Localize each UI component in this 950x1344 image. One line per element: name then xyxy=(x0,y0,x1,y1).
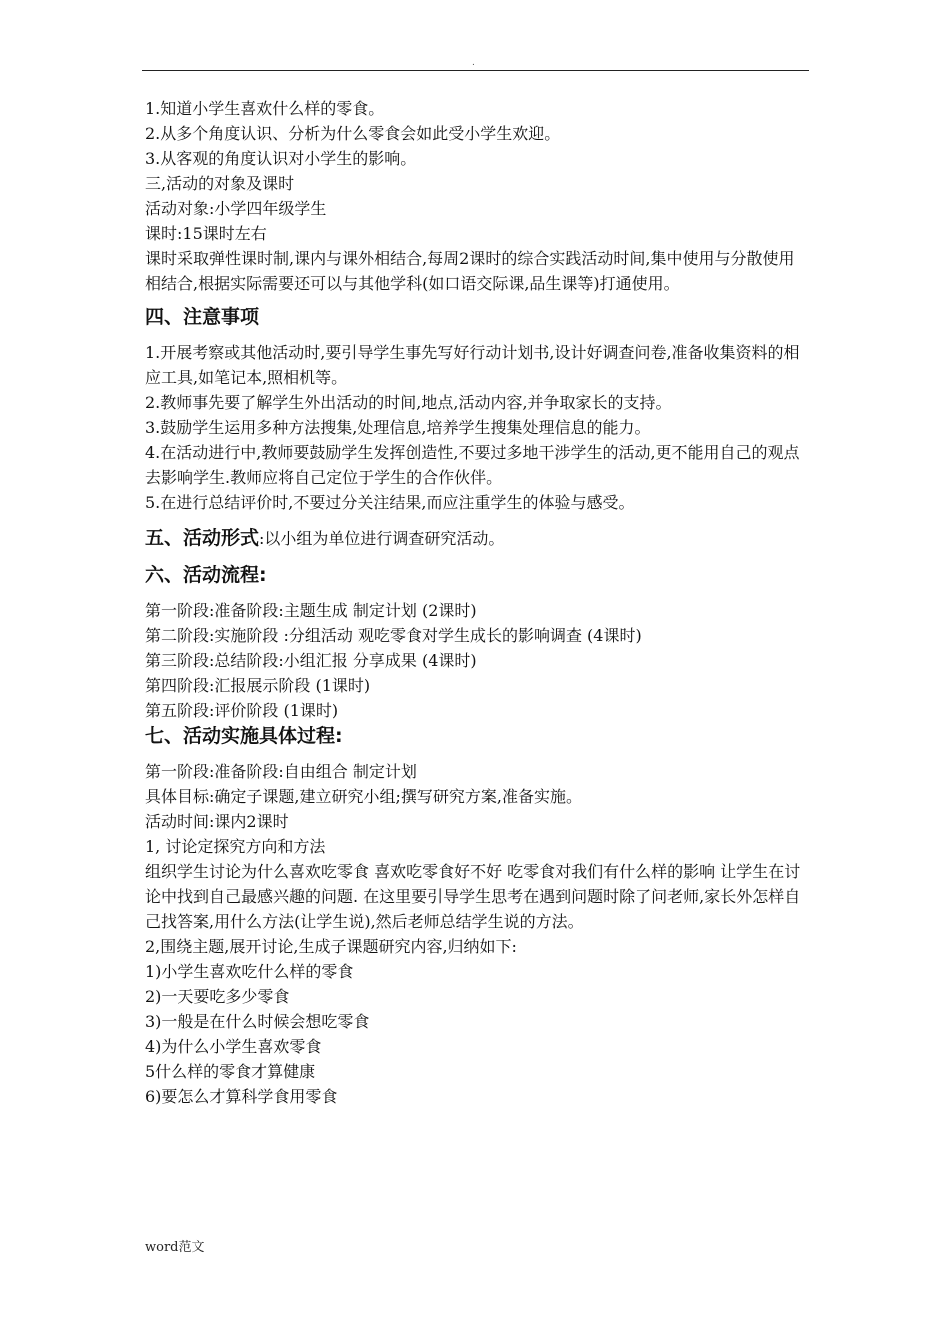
section6-heading: 六、活动流程: xyxy=(145,564,267,586)
notice-item: 1.开展考察或其他活动时,要引导学生事先写好行动计划书,设计好调查问卷,准备收集资料的相应工具,如笔记本,照相机等。 xyxy=(145,343,800,387)
class-hours-detail: 课时采取弹性课时制,课内与课外相结合,每周2课时的综合实践活动时间,集中使用与分散使用相结合,根据实际需要还可以与其他学科(如口语交际课,品生课等)打通使用。 xyxy=(145,249,795,293)
notice-item: 4.在活动进行中,教师要鼓励学生发挥创造性,不要过多地干涉学生的活动,更不能用自己的观点去影响学生.教师应将自己定位于学生的合作伙伴。 xyxy=(145,443,800,487)
footer-text: word范文 xyxy=(145,1240,205,1255)
process-paragraph: 组织学生讨论为什么喜欢吃零食 喜欢吃零食好不好 吃零食对我们有什么样的影响 让学生在讨论中找到自己最感兴趣的问题. 在这里要引导学生思考在遇到问题时除了问老师,家长外怎样自己找答案,用什么方法(让学生说),然后老师总结学生说的方法。 xyxy=(145,862,801,931)
process-line: 第一阶段:准备阶段:自由组合 制定计划 xyxy=(145,762,417,781)
stage-item: 第二阶段:实施阶段 :分组活动 观吃零食对学生成长的影响调查 (4课时) xyxy=(145,626,642,645)
process-line: 1, 讨论定探究方向和方法 xyxy=(145,837,326,856)
objective-line: 2.从多个角度认识、分析为什么零食会如此受小学生欢迎。 xyxy=(145,124,561,143)
subtopic-item: 1)小学生喜欢吃什么样的零食 xyxy=(145,962,354,981)
section4-heading: 四、注意事项 xyxy=(145,306,260,328)
stage-item: 第一阶段:准备阶段:主题生成 制定计划 (2课时) xyxy=(145,601,477,620)
section3-heading: 三,活动的对象及课时 xyxy=(145,174,295,193)
process-line: 2,围绕主题,展开讨论,生成子课题研究内容,归纳如下: xyxy=(145,937,517,956)
stage-item: 第三阶段:总结阶段:小组汇报 分享成果 (4课时) xyxy=(145,651,477,670)
process-line: 具体目标:确定子课题,建立研究小组;撰写研究方案,准备实施。 xyxy=(145,787,582,806)
activity-target: 活动对象:小学四年级学生 xyxy=(145,199,327,218)
section5-heading: 五、活动形式 xyxy=(145,527,260,549)
stage-item: 第五阶段:评价阶段 (1课时) xyxy=(145,701,339,720)
header-dot: . xyxy=(472,58,475,68)
subtopic-item: 4)为什么小学生喜欢零食 xyxy=(145,1037,322,1056)
document-body xyxy=(145,96,809,1109)
section5-text: :以小组为单位进行调查研究活动。 xyxy=(259,529,505,548)
section5-line xyxy=(145,525,809,552)
class-hours: 课时:15课时左右 xyxy=(145,224,267,243)
subtopic-item: 6)要怎么才算科学食用零食 xyxy=(145,1087,338,1106)
process-line: 活动时间:课内2课时 xyxy=(145,812,289,831)
notice-item: 3.鼓励学生运用多种方法搜集,处理信息,培养学生搜集处理信息的能力。 xyxy=(145,418,651,437)
notice-item: 2.教师事先要了解学生外出活动的时间,地点,活动内容,并争取家长的支持。 xyxy=(145,393,672,412)
subtopic-item: 3)一般是在什么时候会想吃零食 xyxy=(145,1012,370,1031)
header-rule xyxy=(142,70,809,71)
subtopic-item: 2)一天要吃多少零食 xyxy=(145,987,290,1006)
objective-line: 1.知道小学生喜欢什么样的零食。 xyxy=(145,99,385,118)
subtopic-item: 5什么样的零食才算健康 xyxy=(145,1062,316,1081)
stage-item: 第四阶段:汇报展示阶段 (1课时) xyxy=(145,676,371,695)
objective-line: 3.从客观的角度认识对小学生的影响。 xyxy=(145,149,417,168)
section7-heading: 七、活动实施具体过程: xyxy=(145,725,343,747)
notice-item: 5.在进行总结评价时,不要过分关注结果,而应注重学生的体验与感受。 xyxy=(145,493,635,512)
